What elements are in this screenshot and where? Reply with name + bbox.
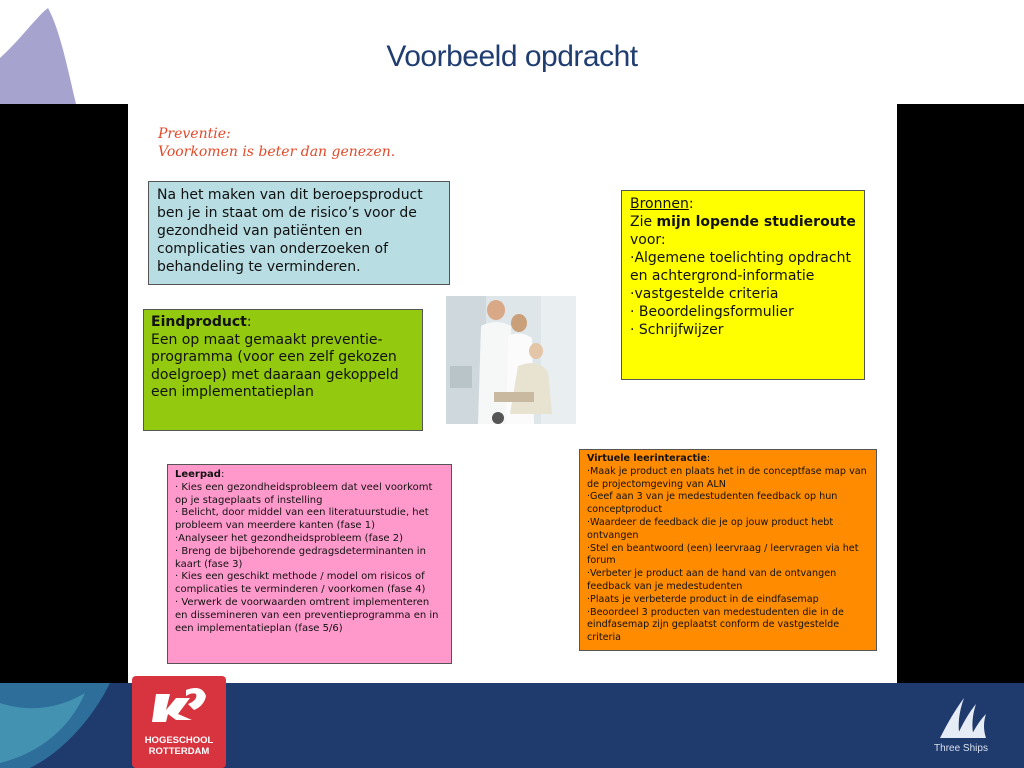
eindproduct-colon: : <box>246 314 252 330</box>
virtuele-leerinteractie-box <box>579 449 877 651</box>
leerpad-item: · Kies een gezondheidsprobleem dat veel voorkomt op je stageplaats of instelling <box>175 481 433 506</box>
hr-logo-mark-icon <box>132 676 226 732</box>
virtueel-item: ·Maak je product en plaats het in de conceptfase map van de projectomgeving van ALN <box>587 465 867 490</box>
three-ships-wordmark: Three Ships <box>934 743 988 754</box>
leerpad-item: · Verwerk de voorwaarden omtrent implementeren en dissemineren van een preventieprogramma en in een implementatieplan (fase 5/6) <box>175 596 439 634</box>
footer-wave-shape <box>0 683 140 768</box>
bronnen-colon: : <box>688 196 694 212</box>
three-ships-sail-icon <box>934 694 990 742</box>
bronnen-item: · Schrijfwijzer <box>630 322 724 338</box>
page-title: Voorbeeld opdracht <box>386 40 638 73</box>
eindproduct-heading: Eindproduct <box>151 314 247 330</box>
virtueel-item: ·Beoordeel 3 producten van medestudenten die in de eindfasemap zijn geplaatst conform de vastgestelde criteria <box>587 606 844 644</box>
virtueel-heading: Virtuele leerinteractie <box>587 453 707 464</box>
leerpad-heading: Leerpad <box>175 469 221 480</box>
leerpad-item: · Breng de bijbehorende gedragsdeterminanten in kaart (fase 3) <box>175 545 426 570</box>
bronnen-heading: Bronnen <box>630 196 689 212</box>
virtueel-colon: : <box>706 453 711 464</box>
virtueel-item: ·Stel en beantwoord (een) leervraag / leervragen via het forum <box>587 542 859 567</box>
leerpad-colon: : <box>220 469 225 480</box>
bronnen-voor: voor: <box>630 232 666 248</box>
logo-line-2: ROTTERDAM <box>148 746 210 757</box>
leerpad-item: · Belicht, door middel van een literatuurstudie, het probleem van meerdere kanten (fase 1) <box>175 507 429 532</box>
virtueel-item: ·Waardeer de feedback die je op jouw product hebt ontvangen <box>587 516 834 541</box>
virtueel-item: ·Geef aan 3 van je medestudenten feedback op hun conceptproduct <box>587 491 838 516</box>
logo-line-1: HOGESCHOOL <box>144 735 214 746</box>
nurse-patient-photo <box>446 296 576 424</box>
leerpad-item: ·Analyseer het gezondheidsprobleem (fase 2) <box>175 532 404 544</box>
leerpad-item: · Kies een geschikt methode / model om risicos of complicaties te verminderen / voorkomen (fase 4) <box>175 571 426 596</box>
bronnen-box <box>621 190 865 380</box>
virtueel-item: ·Verbeter je product aan de hand van de ontvangen feedback van je medestudenten <box>587 568 837 592</box>
bronnen-item: ·Algemene toelichting opdracht en achtergrond-informatie <box>630 250 851 284</box>
preventie-heading <box>158 125 558 161</box>
hogeschool-rotterdam-wordmark <box>132 735 226 757</box>
intro-text: Na het maken van dit beroepsproduct ben je in staat om de risico’s voor de gezondheid van patiënten en complicaties van onderzoeken of behandeling te verminderen. <box>157 187 423 275</box>
virtueel-item: ·Plaats je verbeterde product in de eindfasemap <box>587 593 819 605</box>
letterbox-right <box>897 104 1024 684</box>
bronnen-studieroute: mijn lopende studieroute <box>656 214 856 230</box>
bronnen-item: · Beoordelingsformulier <box>630 304 794 320</box>
preventie-label: Preventie: <box>158 126 231 142</box>
bronnen-item: ·vastgestelde criteria <box>630 286 779 302</box>
eindproduct-text: Een op maat gemaakt preventie-programma (voor een zelf gekozen doelgroep) met daaraan gekoppeld een implementatieplan <box>151 331 399 400</box>
preventie-slogan: Voorkomen is beter dan genezen. <box>158 144 396 160</box>
leerpad-box <box>167 464 452 664</box>
bronnen-zie: Zie <box>630 214 657 230</box>
letterbox-left <box>0 104 128 684</box>
eindproduct-box <box>143 309 423 431</box>
intro-box <box>148 181 450 285</box>
